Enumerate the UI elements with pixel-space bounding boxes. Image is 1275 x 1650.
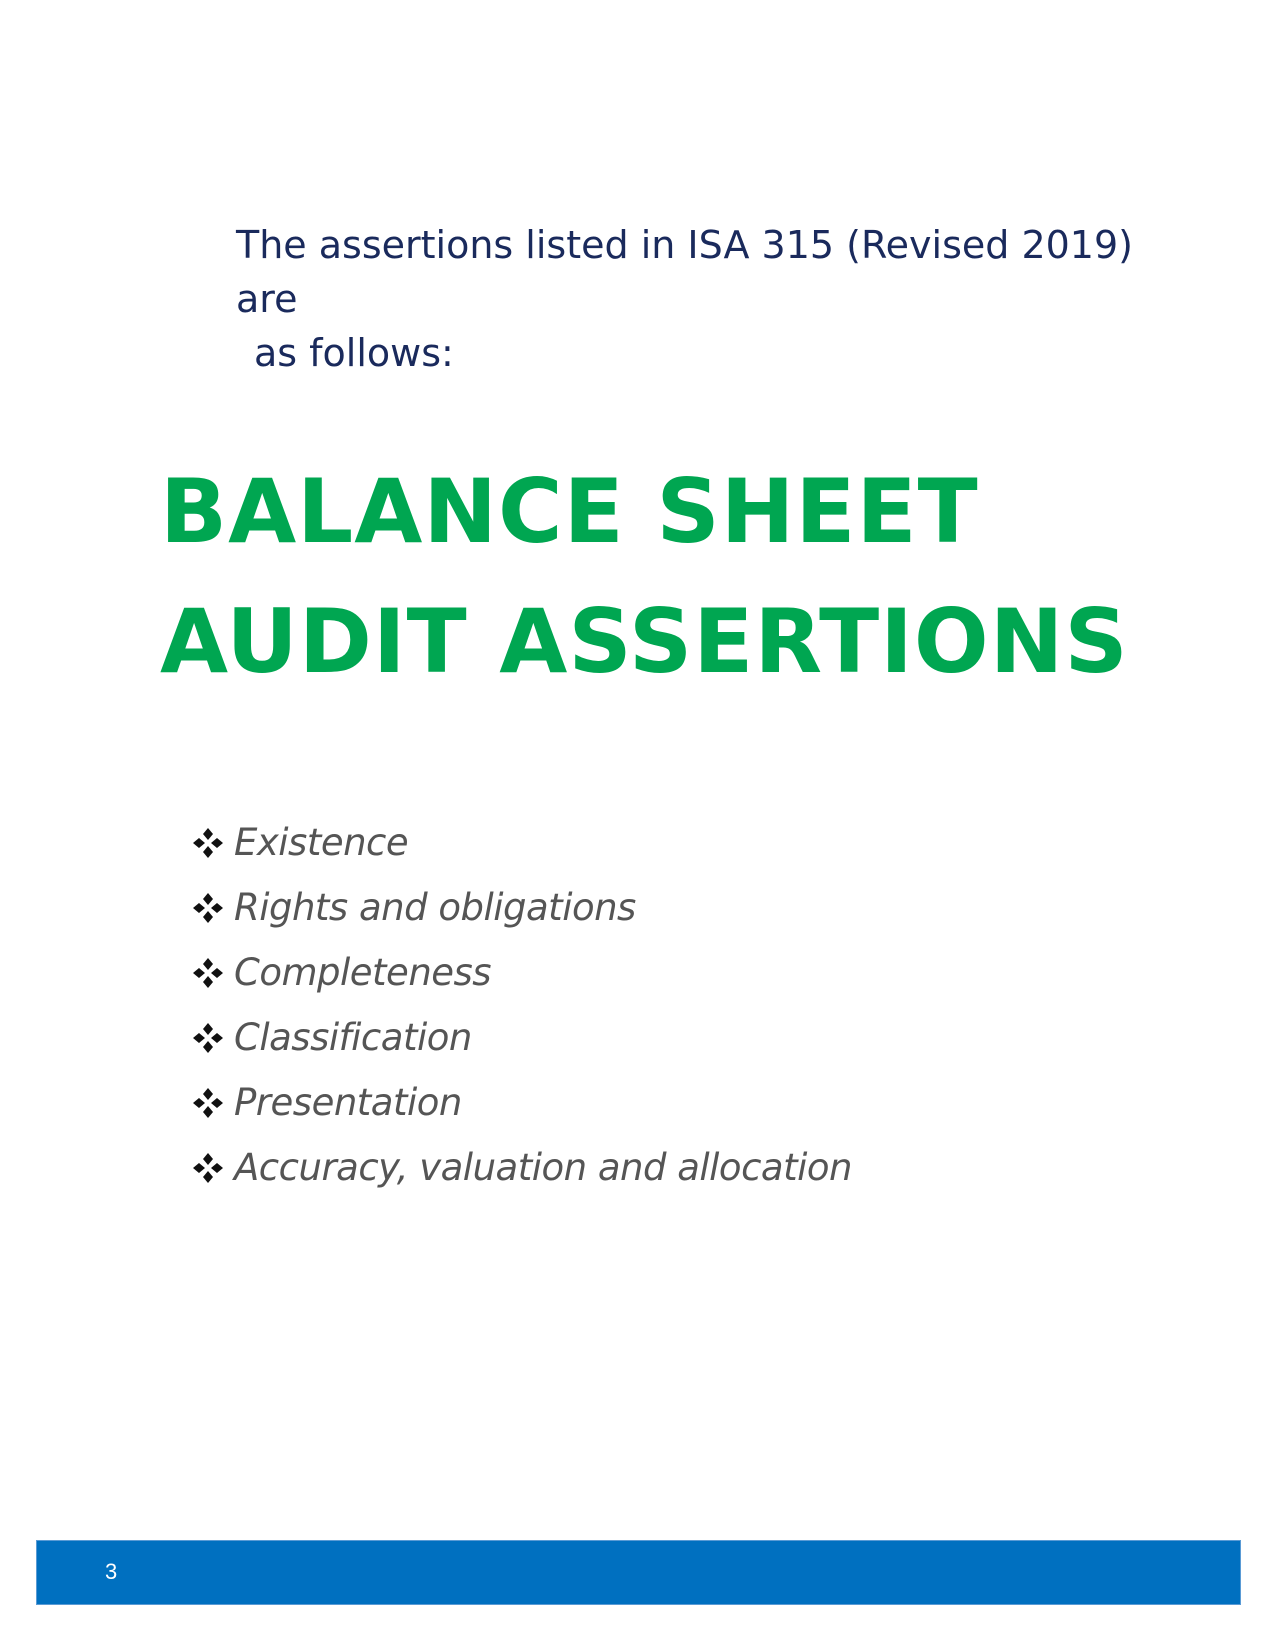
list-item — [190, 940, 852, 1005]
assertion-label: Existence — [234, 821, 409, 864]
assertion-list — [190, 810, 852, 1200]
list-item — [190, 1070, 852, 1135]
footer-bar — [36, 1540, 1241, 1605]
four-diamond-bullet-icon — [190, 1020, 226, 1056]
intro-line-1: The assertions listed in ISA 315 (Revised 2019) are — [236, 223, 1133, 321]
intro-line-2: as follows: — [254, 331, 454, 375]
four-diamond-bullet-icon — [190, 955, 226, 991]
list-item — [190, 1135, 852, 1200]
assertion-label: Rights and obligations — [234, 886, 636, 929]
assertion-label: Completeness — [234, 951, 492, 994]
list-item — [190, 810, 852, 875]
page-number: 3 — [105, 1559, 118, 1584]
four-diamond-bullet-icon — [190, 1150, 226, 1186]
intro-paragraph — [236, 218, 1196, 380]
four-diamond-bullet-icon — [190, 825, 226, 861]
title-line-2: AUDIT ASSERTIONS — [160, 590, 1129, 693]
assertion-label: Classification — [234, 1016, 472, 1059]
list-item — [190, 875, 852, 940]
four-diamond-bullet-icon — [190, 1085, 226, 1121]
title-line-1: BALANCE SHEET — [160, 460, 979, 563]
four-diamond-bullet-icon — [190, 890, 226, 926]
list-item — [190, 1005, 852, 1070]
page-title — [160, 447, 1220, 707]
assertion-label: Presentation — [234, 1081, 462, 1124]
assertion-label: Accuracy, valuation and allocation — [234, 1146, 852, 1189]
